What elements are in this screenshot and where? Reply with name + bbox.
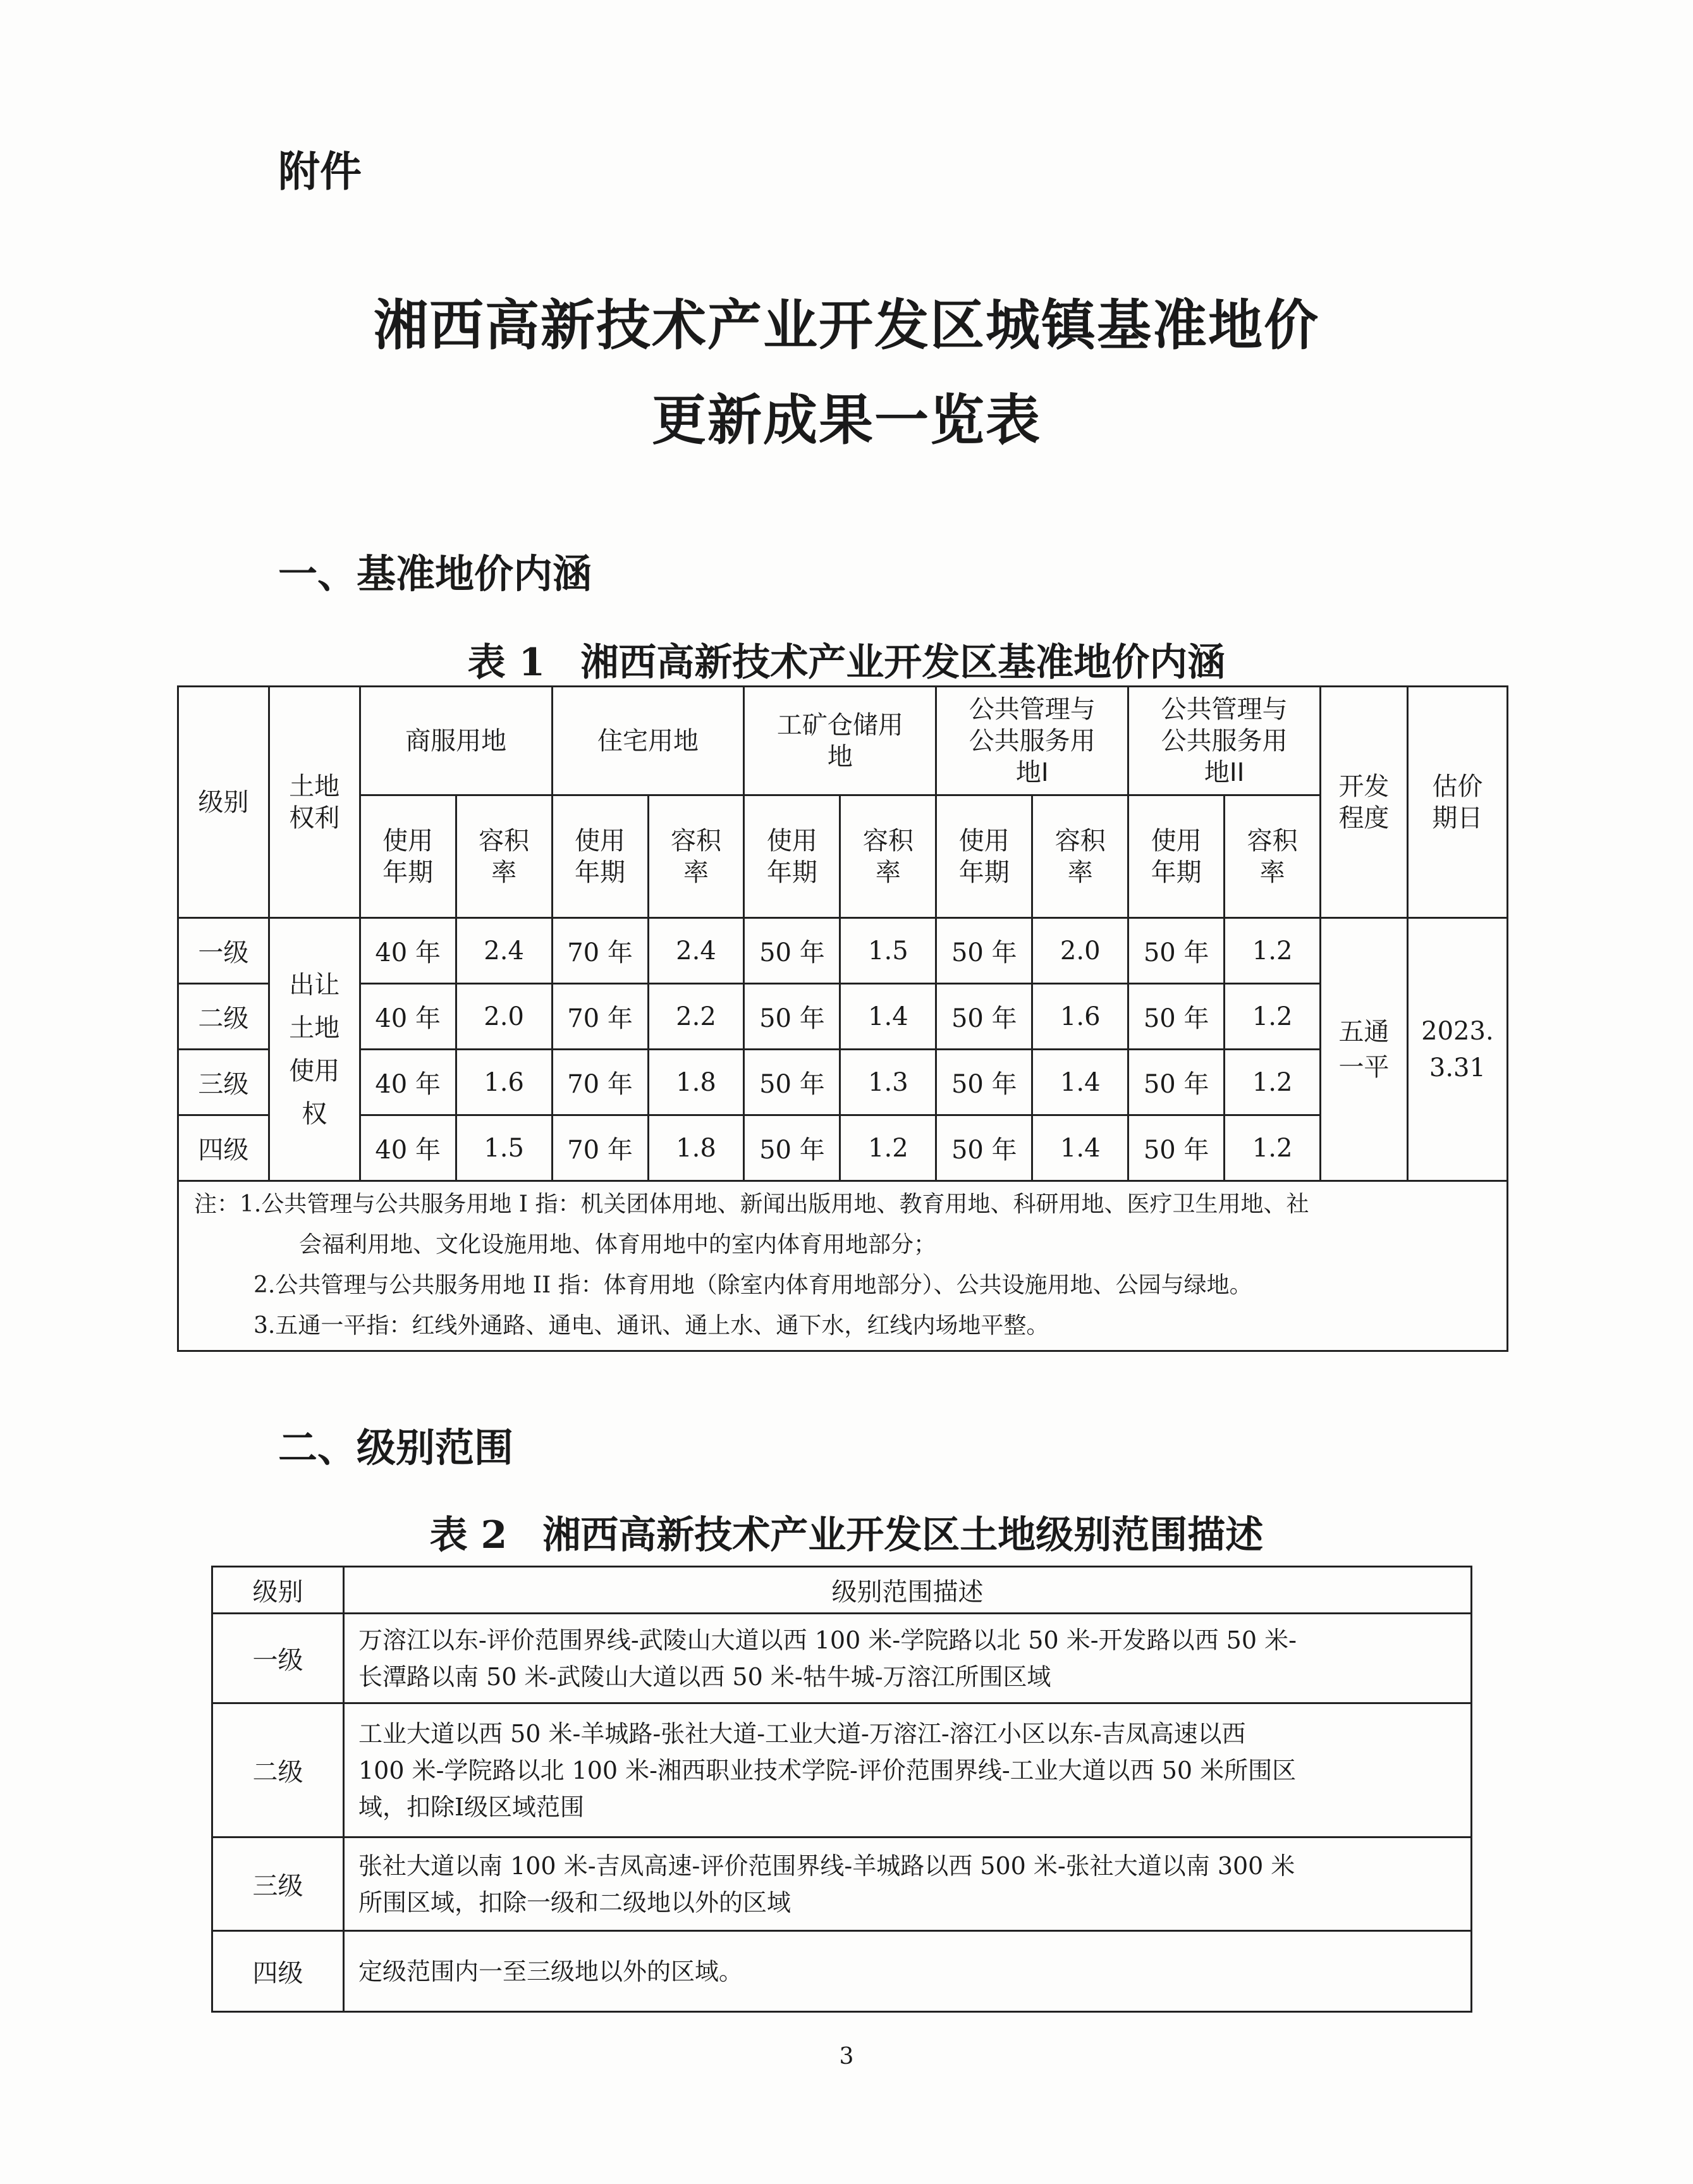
dev-degree-l2: 一平 xyxy=(1338,1052,1390,1082)
header-public-2-l1: 公共管理与 xyxy=(1161,694,1288,724)
note-line-3: 3.五通一平指：红线外通路、通电、通讯、通上水、通下水，红线内场地平整。 xyxy=(254,1313,1049,1339)
value-cell: 70 年 xyxy=(552,984,648,1050)
table1-caption-number: 表 1 xyxy=(467,641,546,685)
level-cell: 二级 xyxy=(178,984,269,1050)
header-industrial-l1: 工矿仓储用 xyxy=(776,710,903,740)
t2-header-level: 级别 xyxy=(212,1567,344,1614)
value-cell: 1.4 xyxy=(1032,1050,1128,1115)
t2-level-cell: 四级 xyxy=(212,1931,344,2012)
subheader-plot-ratio xyxy=(840,795,936,918)
subheader-use-years-l2: 年期 xyxy=(766,857,817,887)
value-cell: 1.5 xyxy=(456,1115,552,1181)
value-cell: 40 年 xyxy=(360,984,456,1050)
value-cell: 50 年 xyxy=(936,984,1032,1050)
header-commercial-l1: 商服用地 xyxy=(405,726,507,756)
table-row xyxy=(212,1614,1472,1703)
level-cell: 一级 xyxy=(178,918,269,984)
subheader-use-years-l1: 使用 xyxy=(575,826,626,856)
subheader-plot-ratio-l1: 容积 xyxy=(670,826,721,856)
land-right-l2: 土地 xyxy=(289,1013,340,1043)
value-cell: 2.0 xyxy=(456,984,552,1050)
value-cell: 50 年 xyxy=(1128,918,1225,984)
value-cell: 70 年 xyxy=(552,918,648,984)
header-land-right-l2: 权利 xyxy=(289,803,340,833)
desc-line: 万溶江以东-评价范围界线-武陵山大道以西 100 米-学院路以北 50 米-开发路以西 50 米- xyxy=(358,1626,1297,1654)
header-dev-degree-l2: 程度 xyxy=(1338,803,1390,833)
header-residential-l1: 住宅用地 xyxy=(597,726,699,756)
note-line-2: 2.公共管理与公共服务用地 II 指：体育用地（除室内体育用地部分）、公共设施用地、公园与绿地。 xyxy=(254,1272,1252,1298)
value-cell: 2.4 xyxy=(456,918,552,984)
value-cell: 50 年 xyxy=(1128,1050,1225,1115)
section-heading-1: 一、基准地价内涵 xyxy=(278,551,592,597)
header-valuation-date-l2: 期日 xyxy=(1432,803,1483,833)
table1-caption xyxy=(0,632,1693,687)
dev-degree-cell xyxy=(1321,918,1408,1181)
header-residential xyxy=(552,687,744,795)
benchmark-price-table xyxy=(177,685,1508,1352)
table-row xyxy=(212,1837,1472,1931)
value-cell: 1.8 xyxy=(648,1050,744,1115)
subheader-plot-ratio-l2: 率 xyxy=(1067,857,1093,887)
table2-caption xyxy=(0,1505,1693,1559)
valuation-date-l2: 3.31 xyxy=(1429,1053,1486,1083)
desc-line: 100 米-学院路以北 100 米-湘西职业技术学院-评价范围界线-工业大道以西 50 米所围区 xyxy=(358,1756,1297,1784)
level-cell: 四级 xyxy=(178,1115,269,1181)
land-right-l4: 权 xyxy=(302,1099,327,1129)
value-cell: 1.8 xyxy=(648,1115,744,1181)
table-row xyxy=(212,1931,1472,2012)
table-row xyxy=(178,918,1508,984)
subheader-plot-ratio-l1: 容积 xyxy=(1054,826,1106,856)
value-cell: 2.2 xyxy=(648,984,744,1050)
document-title xyxy=(0,278,1693,468)
header-industrial-l2: 地 xyxy=(827,742,853,771)
value-cell: 40 年 xyxy=(360,1115,456,1181)
table1-notes xyxy=(178,1181,1508,1351)
header-public-service-2 xyxy=(1128,687,1321,795)
t2-level-cell: 二级 xyxy=(212,1703,344,1837)
subheader-use-years xyxy=(1128,795,1225,918)
header-public-service-1 xyxy=(936,687,1128,795)
land-level-range-table xyxy=(211,1566,1472,2013)
desc-line: 张社大道以南 100 米-吉凤高速-评价范围界线-羊城路以西 500 米-张社大道以南 300 米 xyxy=(358,1851,1295,1880)
valuation-date-cell xyxy=(1407,918,1507,1181)
t2-description-cell xyxy=(344,1931,1472,2012)
header-level: 级别 xyxy=(178,687,269,918)
table-row xyxy=(178,984,1508,1050)
subheader-use-years-l1: 使用 xyxy=(382,826,434,856)
t2-description-cell xyxy=(344,1837,1472,1931)
subheader-use-years-l2: 年期 xyxy=(382,857,434,887)
subheader-use-years xyxy=(936,795,1032,918)
value-cell: 40 年 xyxy=(360,918,456,984)
subheader-plot-ratio-l1: 容积 xyxy=(862,826,914,856)
value-cell: 70 年 xyxy=(552,1050,648,1115)
attachment-label: 附件 xyxy=(278,147,362,196)
desc-line: 所围区域，扣除一级和二级地以外的区域 xyxy=(358,1888,791,1917)
value-cell: 40 年 xyxy=(360,1050,456,1115)
t2-level-cell: 三级 xyxy=(212,1837,344,1931)
value-cell: 50 年 xyxy=(744,984,840,1050)
value-cell: 50 年 xyxy=(936,1115,1032,1181)
header-dev-degree-l1: 开发 xyxy=(1338,771,1390,801)
subheader-plot-ratio-l2: 率 xyxy=(1259,857,1285,887)
value-cell: 1.2 xyxy=(1225,984,1321,1050)
subheader-use-years xyxy=(552,795,648,918)
desc-line: 域，扣除I级区域范围 xyxy=(358,1793,585,1821)
header-public-1-l2: 公共服务用 xyxy=(969,726,1096,756)
subheader-plot-ratio xyxy=(456,795,552,918)
value-cell: 1.5 xyxy=(840,918,936,984)
subheader-plot-ratio-l2: 率 xyxy=(491,857,517,887)
note-line-1-cont: 会福利用地、文化设施用地、体育用地中的室内体育用地部分； xyxy=(299,1232,937,1258)
header-commercial xyxy=(360,687,552,795)
subheader-use-years xyxy=(360,795,456,918)
subheader-plot-ratio xyxy=(1032,795,1128,918)
subheader-use-years-l1: 使用 xyxy=(1151,826,1202,856)
subheader-use-years-l2: 年期 xyxy=(958,857,1010,887)
section-heading-2: 二、级别范围 xyxy=(278,1425,514,1471)
header-public-1-l3: 地I xyxy=(1015,758,1049,787)
value-cell: 1.4 xyxy=(1032,1115,1128,1181)
subheader-plot-ratio-l2: 率 xyxy=(875,857,901,887)
value-cell: 1.4 xyxy=(840,984,936,1050)
value-cell: 50 年 xyxy=(1128,984,1225,1050)
t2-level-cell: 一级 xyxy=(212,1614,344,1703)
land-right-l1: 出让 xyxy=(289,970,340,1000)
t2-description-cell xyxy=(344,1703,1472,1837)
land-right-l3: 使用 xyxy=(289,1056,340,1086)
subheader-plot-ratio xyxy=(1225,795,1321,918)
value-cell: 1.2 xyxy=(1225,1115,1321,1181)
header-industrial xyxy=(744,687,936,795)
header-dev-degree xyxy=(1321,687,1408,918)
value-cell: 50 年 xyxy=(1128,1115,1225,1181)
table-row xyxy=(178,1050,1508,1115)
header-public-2-l3: 地II xyxy=(1204,758,1245,787)
value-cell: 2.0 xyxy=(1032,918,1128,984)
value-cell: 50 年 xyxy=(744,918,840,984)
value-cell: 50 年 xyxy=(936,918,1032,984)
level-cell: 三级 xyxy=(178,1050,269,1115)
land-right-cell xyxy=(269,918,360,1181)
header-land-right xyxy=(269,687,360,918)
t2-description-cell xyxy=(344,1614,1472,1703)
page-number: 3 xyxy=(839,2044,854,2070)
subheader-plot-ratio-l1: 容积 xyxy=(479,826,530,856)
subheader-use-years xyxy=(744,795,840,918)
value-cell: 1.3 xyxy=(840,1050,936,1115)
header-land-right-l1: 土地 xyxy=(289,771,340,801)
subheader-plot-ratio-l1: 容积 xyxy=(1247,826,1298,856)
value-cell: 1.6 xyxy=(456,1050,552,1115)
table-row xyxy=(178,1115,1508,1181)
dev-degree-l1: 五通 xyxy=(1338,1017,1390,1046)
desc-line: 工业大道以西 50 米-羊城路-张社大道-工业大道-万溶江-溶江小区以东-吉凤高速以西 xyxy=(358,1719,1246,1748)
table1-caption-text: 湘西高新技术产业开发区基准地价内涵 xyxy=(580,641,1226,685)
desc-line: 定级范围内一至三级地以外的区域。 xyxy=(358,1957,743,1985)
value-cell: 70 年 xyxy=(552,1115,648,1181)
value-cell: 1.2 xyxy=(1225,1050,1321,1115)
header-public-1-l1: 公共管理与 xyxy=(969,694,1096,724)
header-public-2-l2: 公共服务用 xyxy=(1161,726,1288,756)
note-line-1: 注：1.公共管理与公共服务用地 I 指：机关团体用地、新闻出版用地、教育用地、科研用地、医疗卫生用地、社 xyxy=(194,1191,1309,1217)
value-cell: 1.2 xyxy=(840,1115,936,1181)
value-cell: 50 年 xyxy=(936,1050,1032,1115)
header-valuation-date xyxy=(1407,687,1507,918)
subheader-use-years-l2: 年期 xyxy=(1151,857,1202,887)
value-cell: 1.6 xyxy=(1032,984,1128,1050)
desc-line: 长潭路以南 50 米-武陵山大道以西 50 米-牯牛城-万溶江所围区域 xyxy=(358,1662,1051,1691)
t2-header-description: 级别范围描述 xyxy=(344,1567,1472,1614)
table2-caption-text: 湘西高新技术产业开发区土地级别范围描述 xyxy=(542,1513,1264,1557)
table2-caption-number: 表 2 xyxy=(429,1513,508,1557)
value-cell: 1.2 xyxy=(1225,918,1321,984)
value-cell: 50 年 xyxy=(744,1115,840,1181)
title-line-1: 湘西高新技术产业开发区城镇基准地价 xyxy=(374,293,1319,357)
subheader-use-years-l1: 使用 xyxy=(766,826,817,856)
value-cell: 50 年 xyxy=(744,1050,840,1115)
subheader-use-years-l2: 年期 xyxy=(575,857,626,887)
subheader-plot-ratio-l2: 率 xyxy=(683,857,709,887)
subheader-use-years-l1: 使用 xyxy=(958,826,1010,856)
table-row xyxy=(212,1703,1472,1837)
valuation-date-l1: 2023. xyxy=(1421,1016,1494,1046)
title-line-2: 更新成果一览表 xyxy=(652,388,1041,452)
value-cell: 2.4 xyxy=(648,918,744,984)
header-valuation-date-l1: 估价 xyxy=(1432,771,1483,801)
subheader-plot-ratio xyxy=(648,795,744,918)
